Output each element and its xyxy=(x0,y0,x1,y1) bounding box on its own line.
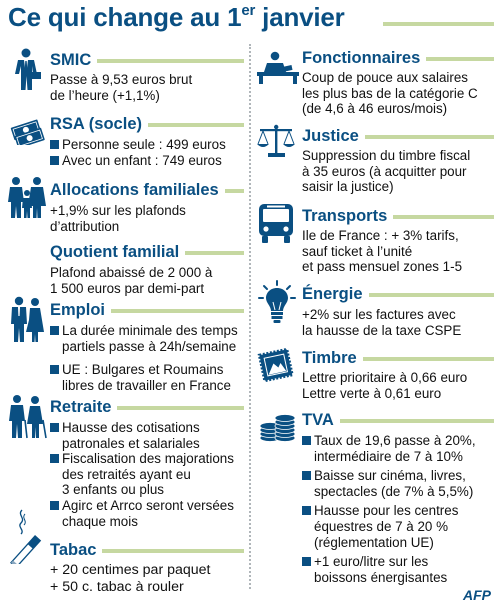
tva-item: Hausse pour les centres équestres de 7 à 20 % (réglementation UE) xyxy=(302,503,476,550)
smic-line: de l’heure (+1,1%) xyxy=(50,87,160,103)
emploi-text xyxy=(50,323,238,393)
tva-heading: TVA xyxy=(302,410,494,430)
desk-icon xyxy=(256,50,300,84)
quotient-text xyxy=(50,265,212,296)
tabac-line: + 50 c. tabac à rouler xyxy=(50,579,184,595)
afp-credit: AFP xyxy=(463,587,491,603)
worker-icon xyxy=(10,48,42,92)
allocations-line: +1,9% sur les plafonds xyxy=(50,203,186,218)
emploi-heading: Emploi xyxy=(50,300,244,320)
rsa-item: Avec un enfant : 749 euros xyxy=(50,153,226,169)
title-end: janvier xyxy=(255,2,345,32)
banknotes-icon xyxy=(8,115,46,145)
smic-line: Passe à 9,53 euros brut xyxy=(50,72,193,87)
energie-line: la hausse de la taxe CSPE xyxy=(302,322,462,338)
retraite-heading: Retraite xyxy=(50,397,244,417)
timbre-heading: Timbre xyxy=(302,348,494,368)
tva-item: Baisse sur cinéma, livres, spectacles (de 7% à 5,5%) xyxy=(302,468,476,499)
tva-item: Taux de 19,6 passe à 20%, intermédiaire de 7 à 10% xyxy=(302,433,476,464)
scales-icon xyxy=(256,124,296,158)
coins-icon xyxy=(258,408,296,444)
transports-line: sauf ticket à l’unité xyxy=(302,243,413,259)
justice-line: Suppression du timbre fiscal xyxy=(302,148,471,163)
smic-text xyxy=(50,72,192,103)
allocations-heading: Allocations familiales xyxy=(50,180,244,200)
elderly-icon xyxy=(6,394,48,440)
retraite-item: Agirc et Arrco seront versées chaque mois xyxy=(50,498,234,529)
family-icon xyxy=(6,176,48,220)
quotient-line: 1 500 euros par demi-part xyxy=(50,280,205,296)
title-main: Ce qui change au 1 xyxy=(8,2,242,32)
tva-item: +1 euro/litre sur les boissons énergisantes xyxy=(302,554,476,585)
tabac-text xyxy=(50,562,211,596)
energie-line: +2% sur les factures avec xyxy=(302,307,456,322)
emploi-item: UE : Bulgares et Roumains libres de travailler en France xyxy=(50,362,238,393)
column-divider xyxy=(249,44,251,589)
rsa-item: Personne seule : 499 euros xyxy=(50,137,226,153)
transports-line: Ile de France : + 3% tarifs, xyxy=(302,228,459,243)
energie-heading: Énergie xyxy=(302,284,494,304)
quotient-heading: Quotient familial xyxy=(50,242,244,262)
emploi-item: La durée minimale des temps partiels passe à 24h/semaine xyxy=(50,323,238,354)
retraite-item: Hausse des cotisations patronales et salariales xyxy=(50,420,234,451)
title-superscript: er xyxy=(241,2,256,19)
transports-line: et pass mensuel zones 1-5 xyxy=(302,259,463,275)
justice-text xyxy=(302,148,470,195)
justice-line: à 35 euros (à acquitter pour xyxy=(302,163,467,179)
allocations-text xyxy=(50,203,186,234)
fonctionnaires-line: les plus bas de la catégorie C xyxy=(302,85,478,101)
bus-icon xyxy=(257,202,295,244)
energie-text xyxy=(302,307,461,338)
stamp-icon xyxy=(256,346,296,386)
retraite-text xyxy=(50,420,234,529)
tabac-heading: Tabac xyxy=(50,540,244,560)
allocations-line: d’attribution xyxy=(50,218,120,234)
tabac-line: + 20 centimes par paquet xyxy=(50,562,211,578)
fonctionnaires-text xyxy=(302,70,478,117)
couple-icon xyxy=(8,296,46,344)
justice-heading: Justice xyxy=(302,126,494,146)
timbre-line: Lettre verte à 0,61 euro xyxy=(302,385,442,401)
timbre-text xyxy=(302,370,467,401)
fonctionnaires-line: Coup de pouce aux salaires xyxy=(302,70,469,85)
retraite-item: Fiscalisation des majorations des retraités ayant eu 3 enfants ou plus xyxy=(50,451,234,498)
tva-text xyxy=(302,433,476,585)
quotient-line: Plafond abaissé de 2 000 à xyxy=(50,265,213,280)
page-title xyxy=(8,2,345,33)
transports-heading: Transports xyxy=(302,206,494,226)
lightbulb-icon xyxy=(258,280,296,324)
justice-line: saisir la justice) xyxy=(302,179,394,195)
transports-text xyxy=(302,228,462,275)
fonctionnaires-heading: Fonctionnaires xyxy=(302,48,494,68)
title-rule xyxy=(383,22,494,26)
cigarette-icon xyxy=(6,508,46,564)
rsa-heading: RSA (socle) xyxy=(50,114,244,134)
rsa-text xyxy=(50,137,226,168)
timbre-line: Lettre prioritaire à 0,66 euro xyxy=(302,370,468,385)
fonctionnaires-line: (de 4,6 à 46 euros/mois) xyxy=(302,101,448,117)
smic-heading: SMIC xyxy=(50,50,244,70)
